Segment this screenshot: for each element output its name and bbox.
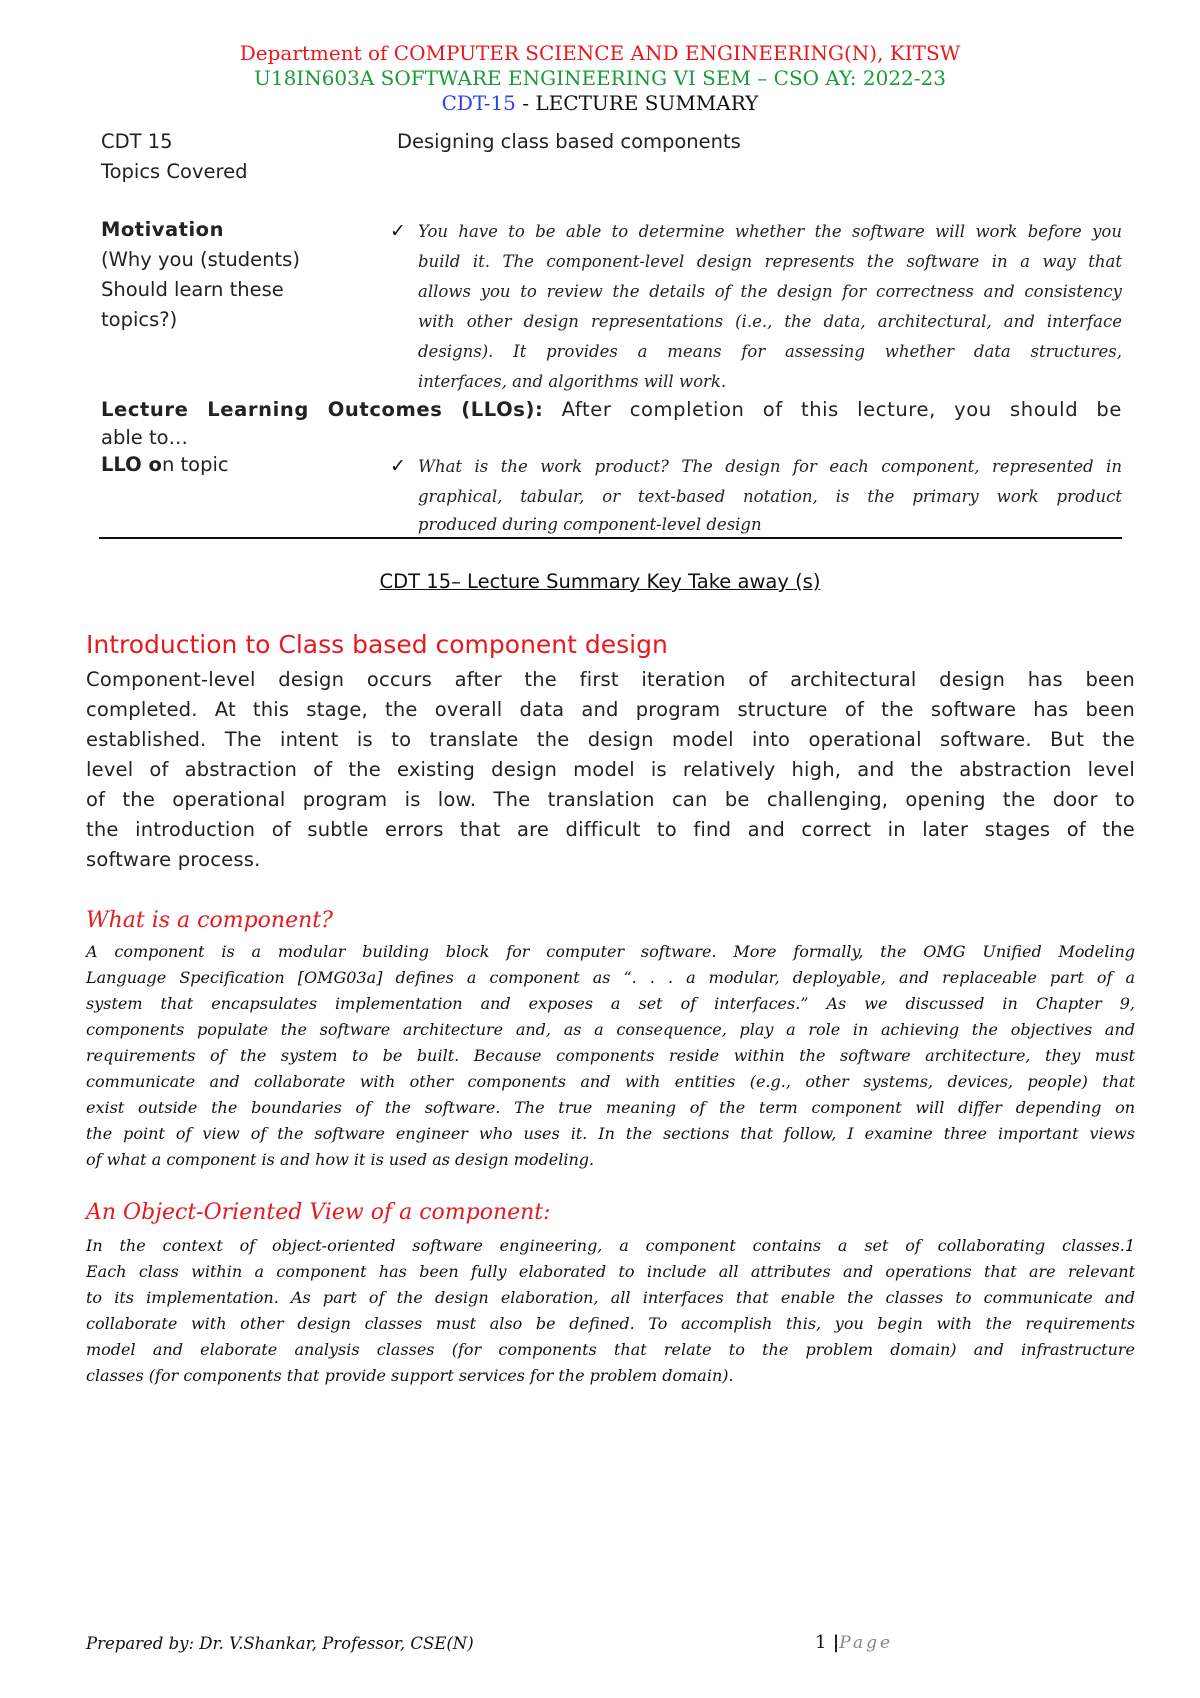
table-bottom-rule xyxy=(99,537,1122,539)
topic-value: Designing class based components xyxy=(397,130,741,153)
footer-page-number xyxy=(815,1632,893,1653)
component-line: of what a component is and how it is used as design modeling. xyxy=(86,1150,595,1169)
motivation-text-line: interfaces, and algorithms will work. xyxy=(418,372,727,391)
page-label: Page xyxy=(839,1633,894,1653)
motivation-sub-line: (Why you (students) xyxy=(101,248,300,271)
intro-line: software process. xyxy=(86,848,261,871)
component-line: requirements of the system to be built. Because components reside within the software architecture, they must xyxy=(86,1046,1135,1065)
motivation-sub-line: topics?) xyxy=(101,308,178,331)
topics-covered-label: Topics Covered xyxy=(101,160,248,183)
course-title: U18IN603A SOFTWARE ENGINEERING VI SEM – CSO AY: 2022-23 xyxy=(253,66,946,90)
component-heading: What is a component? xyxy=(86,908,333,933)
llo-intro-continued: able to… xyxy=(101,426,189,449)
department-title: Department of COMPUTER SCIENCE AND ENGINEERING(N), KITSW xyxy=(239,41,961,65)
motivation-text-line: build it. The component-level design represents the software in a way that xyxy=(418,252,1122,271)
oo-view-line: model and elaborate analysis classes (for components that relate to the problem domain) and infrastructure xyxy=(86,1340,1135,1359)
component-line: system that encapsulates implementation and exposes a set of interfaces.” As we discussed in Chapter 9, xyxy=(86,994,1135,1013)
cdt-number: CDT-15 xyxy=(441,91,516,115)
motivation-text-line: allows you to review the details of the design for correctness and consistency xyxy=(418,282,1122,301)
component-line: communicate and collaborate with other components and with entities (e.g., other systems, devices, people) that xyxy=(86,1072,1135,1091)
lecture-summary-label: - LECTURE SUMMARY xyxy=(515,91,759,115)
component-line: the point of view of the software engineer who uses it. In the sections that follow, I examine three important views xyxy=(86,1124,1135,1143)
llo-label-rest: n topic xyxy=(161,453,229,476)
llo-label-bold: LLO xyxy=(101,453,149,476)
oo-view-line: In the context of object-oriented software engineering, a component contains a set of collaborating classes.1 xyxy=(86,1236,1135,1255)
oo-view-line: classes (for components that provide support services for the problem domain). xyxy=(86,1366,734,1385)
check-icon: ✓ xyxy=(390,220,406,242)
motivation-sub-line: Should learn these xyxy=(101,278,284,301)
intro-heading: Introduction to Class based component design xyxy=(86,630,668,659)
motivation-label: Motivation xyxy=(101,218,224,241)
motivation-text-line: with other design representations (i.e., the data, architectural, and interface xyxy=(418,312,1122,331)
page-separator: | xyxy=(826,1632,840,1653)
summary-title: CDT 15– Lecture Summary Key Take away (s) xyxy=(379,570,821,593)
cdt-label: CDT 15 xyxy=(101,130,173,153)
llo-text-line: graphical, tabular, or text-based notation, is the primary work product xyxy=(418,487,1122,506)
intro-line: completed. At this stage, the overall data and program structure of the software has been xyxy=(86,698,1135,721)
oo-view-line: Each class within a component has been fully elaborated to include all attributes and operations that are relevant xyxy=(86,1262,1135,1281)
intro-line: Component-level design occurs after the first iteration of architectural design has been xyxy=(86,668,1135,691)
oo-view-line: collaborate with other design classes must also be defined. To accomplish this, you begin with the requirements xyxy=(86,1314,1135,1333)
check-icon: ✓ xyxy=(390,455,406,477)
component-line: exist outside the boundaries of the software. The true meaning of the term component will differ depending on xyxy=(86,1098,1135,1117)
lecture-title xyxy=(0,91,1200,115)
oo-view-line: to its implementation. As part of the design elaboration, all interfaces that enable the classes to communicate and xyxy=(86,1288,1135,1307)
intro-line: established. The intent is to translate the design model into operational software. But the xyxy=(86,728,1135,751)
intro-line: of the operational program is low. The translation can be challenging, opening the door to xyxy=(86,788,1135,811)
llo-heading: Lecture Learning Outcomes (LLOs): xyxy=(101,398,544,421)
oo-view-heading: An Object-Oriented View of a component: xyxy=(86,1200,551,1225)
llo-label-bold-o: o xyxy=(148,453,162,476)
component-line: A component is a modular building block for computer software. More formally, the OMG Unified Modeling xyxy=(86,942,1135,961)
page-number: 1 xyxy=(815,1632,827,1653)
component-line: Language Specification [OMG03a] defines a component as “. . . a modular, deployable, and replaceable part of a xyxy=(86,968,1135,987)
intro-line: level of abstraction of the existing design model is relatively high, and the abstraction level xyxy=(86,758,1135,781)
llo-on-topic-label xyxy=(101,453,229,476)
intro-line: the introduction of subtle errors that are difficult to find and correct in later stages of the xyxy=(86,818,1135,841)
llo-text-line: What is the work product? The design for each component, represented in xyxy=(418,457,1122,476)
llo-text-line: produced during component-level design xyxy=(418,515,762,534)
footer-prepared-by: Prepared by: Dr. V.Shankar, Professor, CSE(N) xyxy=(86,1634,474,1653)
component-line: components populate the software architecture and, as a consequence, play a role in achieving the objectives and xyxy=(86,1020,1135,1039)
llo-heading-line xyxy=(101,398,1122,421)
motivation-text-line: designs). It provides a means for assessing whether data structures, xyxy=(418,342,1122,361)
motivation-text-line: You have to be able to determine whether the software will work before you xyxy=(418,222,1122,241)
llo-intro: After completion of this lecture, you should be xyxy=(543,398,1122,421)
